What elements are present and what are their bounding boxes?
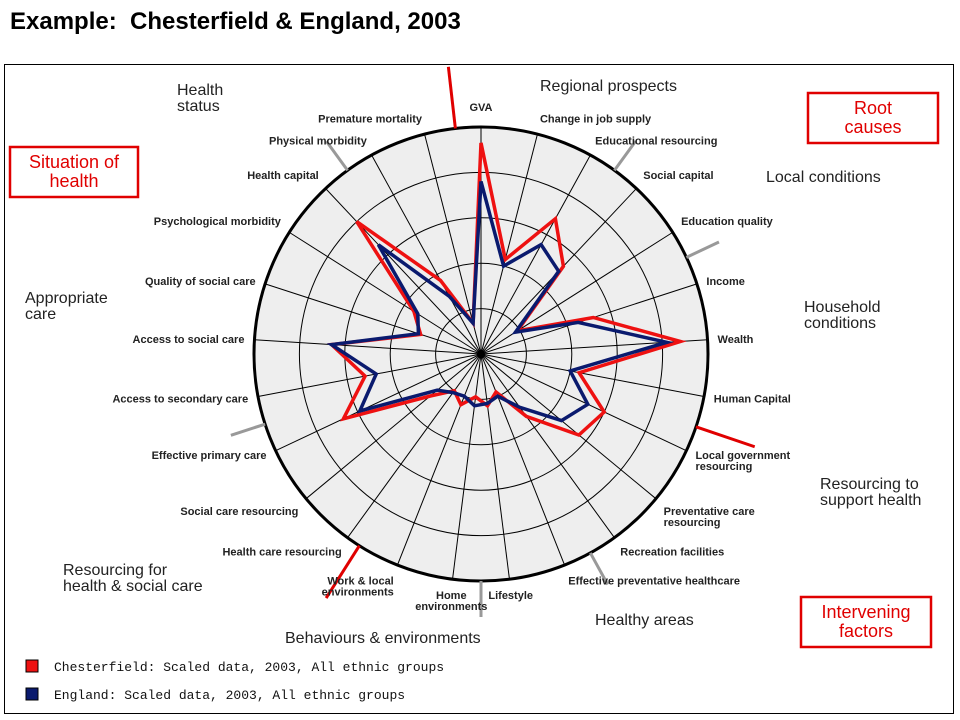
spoke-label: Lifestyle xyxy=(488,590,534,603)
box-label-situation-of-health: Situation of health xyxy=(28,152,120,191)
group-label-resourcing-health: Resourcing for health & social care xyxy=(63,562,203,595)
legend-swatch-england xyxy=(26,688,38,700)
group-label-household: Household conditions xyxy=(804,299,881,332)
spoke-label: Social care resourcing xyxy=(180,506,299,519)
spoke-label: Effective preventative healthcare xyxy=(568,575,741,588)
spoke-label: Physical morbidity xyxy=(269,135,367,148)
box-label-root-causes: Root causes xyxy=(844,98,902,137)
legend-label-england: England: Scaled data, 2003, All ethnic groups xyxy=(54,688,406,703)
legend-label-chesterfield: Chesterfield: Scaled data, 2003, All ethnic groups xyxy=(54,660,445,675)
spoke-label: Effective primary care xyxy=(151,449,267,462)
causal-divider xyxy=(696,427,755,447)
page-title: Example: Chesterfield & England, 2003 xyxy=(10,8,461,35)
spoke-label: GVA xyxy=(469,102,493,114)
spoke-label: Preventative care resourcing xyxy=(663,506,755,530)
spoke-label: Income xyxy=(706,275,745,288)
box-label-intervening-factors: Intervening factors xyxy=(821,602,911,641)
group-divider xyxy=(231,424,265,435)
spoke-label: Recreation facilities xyxy=(620,546,725,559)
spoke-label: Health care resourcing xyxy=(222,546,342,559)
group-label-behaviours: Behaviours & environments xyxy=(285,630,481,647)
spoke-label: Human Capital xyxy=(713,393,791,406)
spoke-label: Home environments xyxy=(415,590,488,614)
spoke-label: Access to social care xyxy=(132,334,245,347)
spoke-label: Social capital xyxy=(643,170,714,183)
spoke-label: Local government resourcing xyxy=(695,449,791,473)
spoke-label: Psychological morbidity xyxy=(153,216,281,229)
spoke-label: Access to secondary care xyxy=(112,393,249,406)
spoke-label: Wealth xyxy=(717,334,754,347)
spoke-label: Education quality xyxy=(681,216,773,229)
spoke-label: Quality of social care xyxy=(144,275,256,288)
group-label-regional: Regional prospects xyxy=(540,78,677,95)
group-label-health-status: Health status xyxy=(177,82,224,115)
spoke-label: Change in job supply xyxy=(539,113,652,126)
legend-swatch-chesterfield xyxy=(26,660,38,672)
group-label-local: Local conditions xyxy=(766,169,881,186)
radar-center-dot xyxy=(477,350,485,358)
group-divider xyxy=(686,242,719,257)
spoke-label: Health capital xyxy=(247,170,319,183)
group-label-healthy-areas: Healthy areas xyxy=(595,612,694,629)
spoke-label: Premature mortality xyxy=(318,113,423,126)
group-label-resourcing-support: Resourcing to support health xyxy=(820,476,922,509)
group-label-appropriate: Appropriate care xyxy=(25,290,108,323)
spoke-label: Educational resourcing xyxy=(595,135,718,148)
causal-divider xyxy=(448,67,455,129)
spoke-label: Work & local environments xyxy=(321,575,394,599)
